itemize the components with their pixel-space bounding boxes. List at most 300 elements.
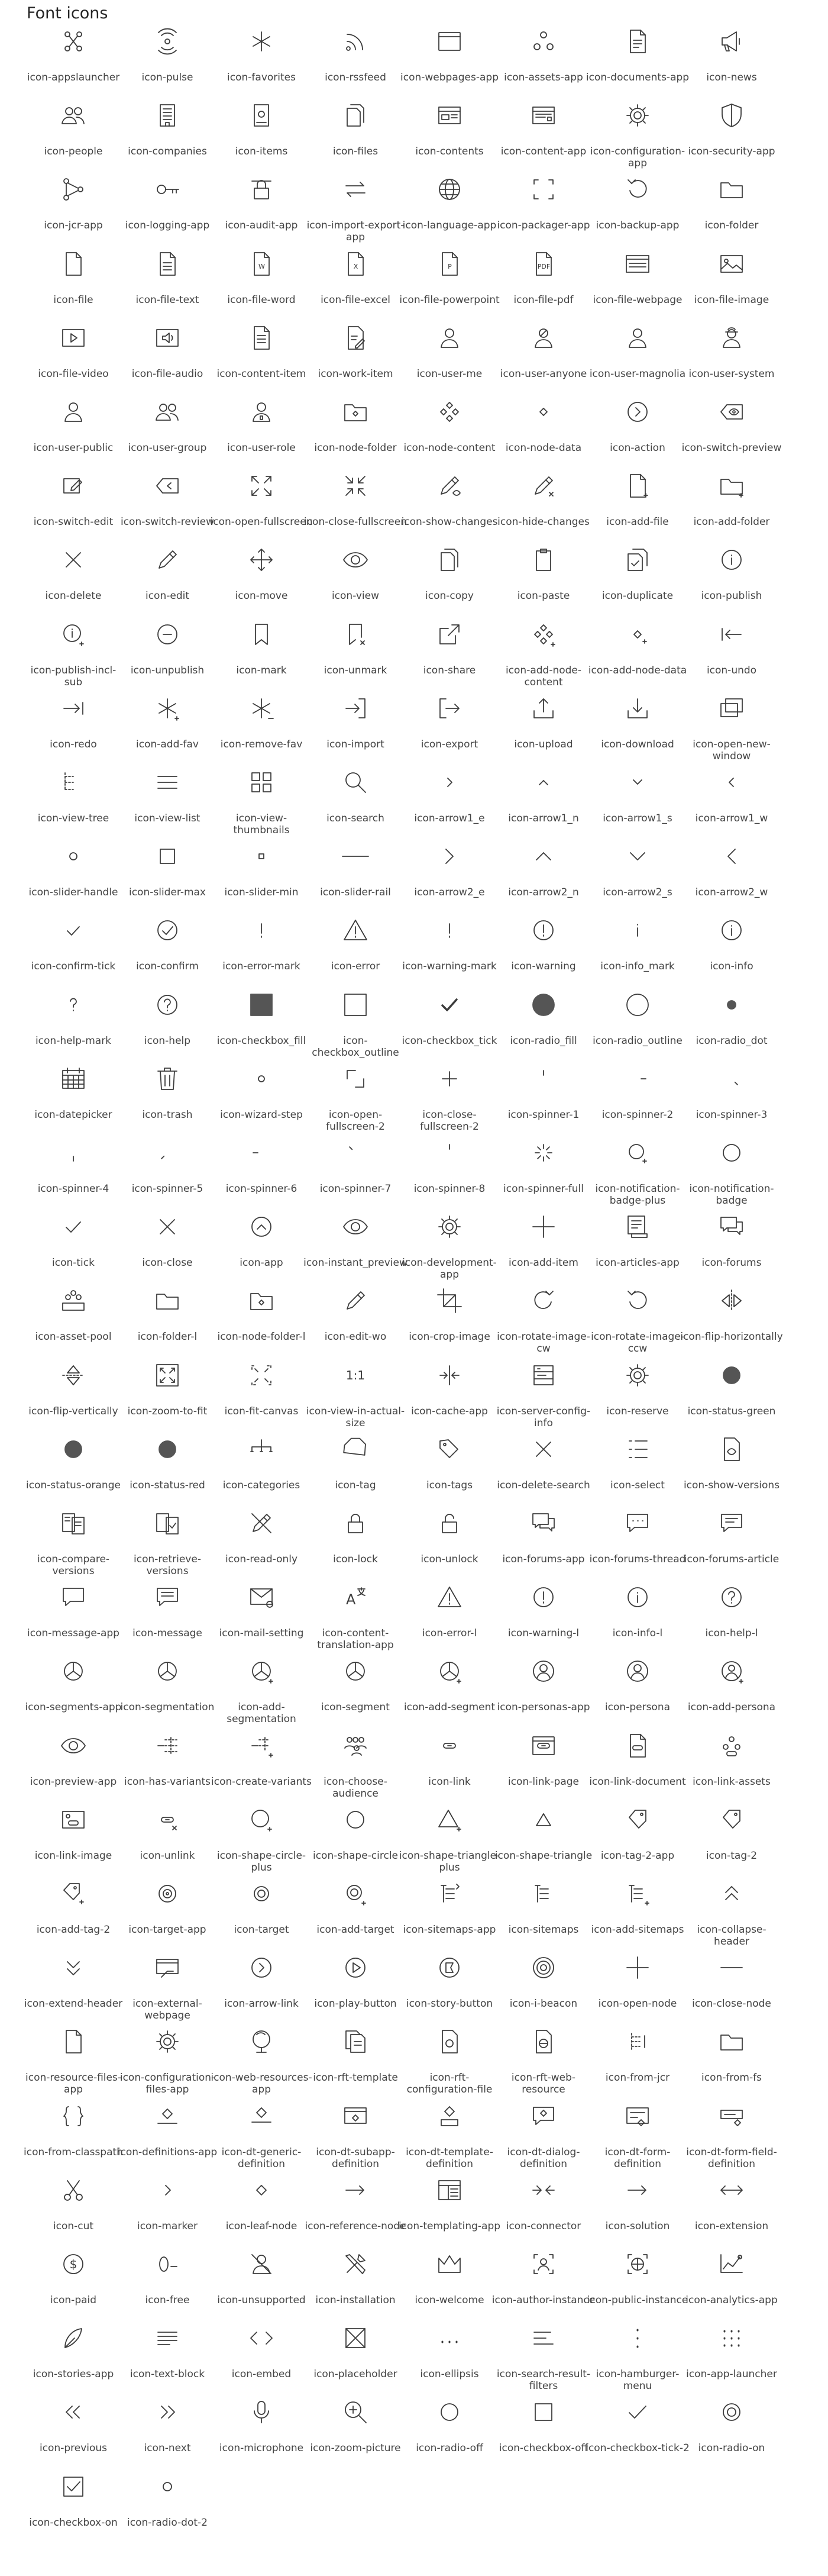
icon-label: icon-remove-fav bbox=[220, 738, 303, 750]
icon-arrow1_n bbox=[529, 768, 558, 797]
icon-label: icon-shape-circle bbox=[312, 1849, 399, 1862]
icon-download bbox=[623, 694, 652, 723]
icon-label: icon-show-versions bbox=[683, 1479, 780, 1491]
icon-companies bbox=[153, 101, 182, 130]
icon-label: icon-rft-template bbox=[313, 2072, 398, 2084]
icon-folder bbox=[717, 175, 746, 204]
icon-label: icon-reserve bbox=[606, 1405, 669, 1417]
icon-warning bbox=[529, 916, 558, 944]
icon-label: icon-folder-l bbox=[137, 1331, 198, 1343]
icon-link-assets bbox=[717, 1732, 746, 1760]
icon-label: icon-close-fullscreen bbox=[303, 516, 407, 528]
icon-configuration-files-app bbox=[153, 2027, 182, 2056]
icon-label: icon-user-anyone bbox=[500, 367, 587, 380]
icon-label: icon-edit-wo bbox=[324, 1331, 387, 1343]
icon-import bbox=[341, 694, 370, 723]
icon-label: icon-datepicker bbox=[34, 1108, 112, 1121]
icon-label: icon-shape-triangle- plus bbox=[399, 1849, 500, 1874]
icon-placeholder bbox=[341, 2324, 370, 2352]
icon-label: icon-appslauncher bbox=[27, 72, 120, 83]
icon-radio_dot bbox=[717, 991, 746, 1019]
icon-label: icon-development- app bbox=[402, 1257, 497, 1281]
icon-label: icon-text-block bbox=[130, 2368, 205, 2381]
icon-label: icon-content-item bbox=[216, 367, 306, 380]
icon-label: icon-cache-app bbox=[411, 1405, 488, 1417]
icon-link-page bbox=[529, 1732, 558, 1760]
icon-app-launcher bbox=[717, 2324, 746, 2352]
icon-label: icon-open- fullscreen-2 bbox=[326, 1108, 385, 1133]
icon-label: icon-sitemaps bbox=[508, 1924, 579, 1936]
icon-hide-changes bbox=[529, 472, 558, 500]
icon-switch-review bbox=[153, 472, 182, 500]
icon-label: icon-link-document bbox=[589, 1775, 686, 1788]
icon-label: icon-warning-mark bbox=[402, 960, 497, 973]
icon-dt-generic-definition bbox=[247, 2102, 276, 2130]
icon-dt-form-definition bbox=[623, 2102, 652, 2130]
icon-cut bbox=[59, 2176, 88, 2204]
icon-info_mark bbox=[623, 916, 652, 944]
icon-previous bbox=[59, 2398, 88, 2426]
icon-label: icon-microphone bbox=[219, 2442, 304, 2455]
icon-label: icon-error-mark bbox=[222, 960, 300, 973]
icon-label: icon-view- thumbnails bbox=[233, 813, 290, 836]
icon-label: icon-spinner-3 bbox=[696, 1108, 768, 1121]
icon-slider-rail bbox=[341, 842, 370, 871]
icon-node-folder bbox=[341, 398, 370, 426]
icon-tag-2-app bbox=[623, 1806, 652, 1834]
icon-label: icon-lock bbox=[333, 1553, 378, 1565]
icon-label: icon-warning bbox=[511, 960, 576, 973]
icon-label: icon-mark bbox=[236, 664, 287, 676]
icon-label: icon-add-persona bbox=[687, 1701, 776, 1714]
icon-label: icon-warning-l bbox=[507, 1627, 580, 1640]
icon-work-item bbox=[341, 324, 370, 352]
icon-label: icon-arrow1_s bbox=[603, 813, 672, 824]
icon-label: icon-info bbox=[710, 960, 753, 973]
icon-add-target bbox=[341, 1879, 370, 1908]
svg-text:1:1: 1:1 bbox=[345, 1368, 366, 1382]
icon-sitemaps-app bbox=[435, 1879, 464, 1908]
icon-articles-app bbox=[623, 1213, 652, 1241]
icon-templating-app bbox=[435, 2176, 464, 2204]
icon-label: icon-dt-dialog- definition bbox=[507, 2146, 580, 2170]
icon-label: icon-view bbox=[331, 590, 380, 602]
icon-label: icon-slider-rail bbox=[320, 886, 391, 899]
icon-collapse-header bbox=[717, 1879, 746, 1908]
icon-label: icon-dt-form- definition bbox=[604, 2146, 671, 2170]
icon-label: icon-target bbox=[234, 1924, 289, 1936]
icon-label: icon-spinner-full bbox=[503, 1183, 584, 1195]
icon-sitemaps bbox=[529, 1879, 558, 1908]
icon-label: icon-logging-app bbox=[125, 220, 210, 232]
svg-text:$: $ bbox=[69, 2257, 77, 2271]
icon-switch-edit bbox=[59, 472, 88, 500]
icon-spinner-full bbox=[529, 1139, 558, 1167]
icon-label: icon-assets-app bbox=[504, 72, 583, 83]
icon-label: icon-checkbox-off bbox=[499, 2442, 588, 2455]
icon-solution bbox=[623, 2176, 652, 2204]
icon-audit-app bbox=[247, 175, 276, 204]
icon-label: icon-link-image bbox=[34, 1849, 112, 1862]
icon-segmentation bbox=[153, 1657, 182, 1685]
icon-label: icon-choose- audience bbox=[324, 1775, 387, 1800]
icon-info-l bbox=[623, 1583, 652, 1611]
icon-label: icon-notification- badge-plus bbox=[595, 1183, 680, 1207]
icon-label: icon-rssfeed bbox=[325, 72, 386, 83]
icon-file-audio bbox=[153, 324, 182, 352]
icon-tags bbox=[435, 1435, 464, 1463]
icon-logging-app bbox=[153, 175, 182, 204]
icon-label: icon-segment bbox=[321, 1701, 390, 1714]
icon-export bbox=[435, 694, 464, 723]
icon-analytics-app bbox=[717, 2250, 746, 2278]
icon-label: icon-paid bbox=[50, 2294, 97, 2306]
icon-label: icon-app-launcher bbox=[686, 2368, 777, 2381]
icon-label: icon-spinner-7 bbox=[319, 1183, 392, 1195]
svg-text:A: A bbox=[346, 1591, 356, 1608]
icon-label: icon-status-green bbox=[687, 1405, 776, 1417]
icon-label: icon-unlink bbox=[140, 1849, 195, 1862]
icon-radio_fill bbox=[529, 991, 558, 1019]
icon-checkbox-on bbox=[59, 2472, 88, 2501]
icon-label: icon-shape-triangle bbox=[494, 1849, 593, 1862]
icon-label: icon-file-powerpoint bbox=[399, 294, 500, 306]
icon-radio-dot-2 bbox=[153, 2472, 182, 2501]
icon-free bbox=[153, 2250, 182, 2278]
icon-label: icon-search-result- filters bbox=[496, 2368, 591, 2393]
icon-label: icon-help-l bbox=[705, 1627, 758, 1640]
icon-label: icon-audit-app bbox=[225, 220, 298, 232]
icon-choose-audience bbox=[341, 1732, 370, 1760]
icon-reference-node bbox=[341, 2176, 370, 2204]
icon-label: icon-segmentation bbox=[120, 1701, 215, 1714]
icon-file-excel bbox=[341, 250, 370, 278]
icon-connector bbox=[529, 2176, 558, 2204]
icon-label: icon-trash bbox=[142, 1108, 193, 1121]
icon-label: icon-personas-app bbox=[497, 1701, 590, 1714]
icon-label: icon-user-system bbox=[688, 367, 775, 380]
icon-label: icon-export bbox=[421, 738, 478, 750]
icon-label: icon-radio_fill bbox=[510, 1034, 577, 1047]
icon-mail-setting bbox=[247, 1583, 276, 1611]
icon-label: icon-radio_dot bbox=[696, 1034, 768, 1047]
icon-people bbox=[59, 101, 88, 130]
icon-label: icon-add- segmentation bbox=[227, 1701, 296, 1726]
icon-add-folder bbox=[717, 472, 746, 500]
icon-status-green bbox=[717, 1361, 746, 1389]
icon-label: icon-ellipsis bbox=[420, 2368, 479, 2381]
icon-unsupported bbox=[247, 2250, 276, 2278]
icon-label: icon-items bbox=[235, 146, 288, 158]
icon-rotate-image-ccw bbox=[623, 1287, 652, 1315]
icon-label: icon-folder bbox=[704, 220, 759, 232]
icon-label: icon-asset-pool bbox=[35, 1331, 112, 1343]
icon-arrow1_w bbox=[717, 768, 746, 797]
icon-view-thumbnails bbox=[247, 768, 276, 797]
icon-search-result-filters bbox=[529, 2324, 558, 2352]
icon-label: icon-forums-app bbox=[502, 1553, 585, 1565]
icon-label: icon-share bbox=[423, 664, 476, 676]
icon-assets-app bbox=[529, 27, 558, 56]
icon-label: icon-search bbox=[326, 813, 384, 824]
icon-instant_preview bbox=[341, 1213, 370, 1241]
icon-label: icon-add-node- content bbox=[505, 664, 582, 688]
icon-label: icon-work-item bbox=[318, 367, 393, 380]
icon-label: icon-file-image bbox=[694, 294, 769, 306]
icon-development-app bbox=[435, 1213, 464, 1241]
icon-label: icon-documents-app bbox=[586, 72, 690, 83]
icon-forums-app bbox=[529, 1509, 558, 1537]
icon-link bbox=[435, 1732, 464, 1760]
icon-label: icon-user-public bbox=[33, 442, 114, 454]
icon-label: icon-marker bbox=[137, 2220, 198, 2232]
icon-label: icon-backup-app bbox=[596, 220, 680, 232]
icon-duplicate bbox=[623, 546, 652, 574]
icon-file bbox=[59, 250, 88, 278]
icon-jcr-app bbox=[59, 175, 88, 204]
icon-spinner-1 bbox=[529, 1065, 558, 1093]
icon-label: icon-news bbox=[706, 72, 757, 83]
icon-label: icon-arrow1_n bbox=[508, 813, 579, 824]
icon-label: icon-message-app bbox=[27, 1627, 119, 1640]
icon-label: icon-info_mark bbox=[600, 960, 675, 973]
icon-label: icon-persona bbox=[604, 1701, 671, 1714]
icon-warning-l bbox=[529, 1583, 558, 1611]
icon-label: icon-people bbox=[44, 146, 103, 158]
icon-label: icon-from-classpath bbox=[24, 2146, 123, 2158]
icon-label: icon-i-beacon bbox=[509, 1998, 578, 2010]
icon-arrow-link bbox=[247, 1953, 276, 1982]
icon-checkbox-tick-2 bbox=[623, 2398, 652, 2426]
icon-status-red bbox=[153, 1435, 182, 1463]
icon-undo bbox=[717, 620, 746, 649]
icon-label: icon-tag bbox=[335, 1479, 376, 1491]
icon-play-button bbox=[341, 1953, 370, 1982]
icon-warning-mark bbox=[435, 916, 464, 944]
icon-label: icon-status-red bbox=[130, 1479, 205, 1491]
icon-label: icon-flip-vertically bbox=[28, 1405, 118, 1417]
icon-label: icon-reference-node bbox=[305, 2220, 406, 2232]
icon-label: icon-crop-image bbox=[409, 1331, 490, 1343]
icon-unlock bbox=[435, 1509, 464, 1537]
icon-message bbox=[153, 1583, 182, 1611]
icon-label: icon-pulse bbox=[141, 72, 193, 83]
icon-server-config-info bbox=[529, 1361, 558, 1389]
icon-welcome bbox=[435, 2250, 464, 2278]
icon-extension bbox=[717, 2176, 746, 2204]
icon-label: icon-undo bbox=[706, 664, 757, 676]
icon-label: icon-articles-app bbox=[596, 1257, 680, 1269]
icon-label: icon-story-button bbox=[406, 1998, 493, 2010]
icon-label: icon-zoom-to-fit bbox=[127, 1405, 208, 1417]
icon-label: icon-packager-app bbox=[497, 220, 590, 232]
icon-add-item bbox=[529, 1213, 558, 1241]
icon-notification-badge bbox=[717, 1139, 746, 1167]
icon-persona bbox=[623, 1657, 652, 1685]
icon-add-file bbox=[623, 472, 652, 500]
icon-label: icon-edit bbox=[145, 590, 190, 602]
icon-label: icon-configuration- app bbox=[590, 146, 685, 170]
icon-text-block bbox=[153, 2324, 182, 2352]
svg-text:PDF: PDF bbox=[537, 262, 551, 270]
icon-label: icon-arrow1_w bbox=[695, 813, 768, 824]
icon-spinner-3 bbox=[717, 1065, 746, 1093]
icon-label: icon-connector bbox=[506, 2220, 581, 2232]
icon-node-content bbox=[435, 398, 464, 426]
icon-switch-preview bbox=[717, 398, 746, 426]
icon-label: icon-unpublish bbox=[130, 664, 205, 676]
icon-label: icon-file-webpage bbox=[593, 294, 683, 306]
icon-label: icon-free bbox=[145, 2294, 190, 2306]
icon-backup-app bbox=[623, 175, 652, 204]
icon-label: icon-tag-2-app bbox=[600, 1849, 675, 1862]
icon-author-instance bbox=[529, 2250, 558, 2278]
icon-label: icon-webpages-app bbox=[400, 72, 499, 83]
icon-label: icon-switch-review bbox=[120, 516, 214, 528]
icon-label: icon-language-app bbox=[402, 220, 497, 232]
icon-external-webpage bbox=[153, 1953, 182, 1982]
icon-tag bbox=[341, 1435, 370, 1463]
icon-edit-wo bbox=[341, 1287, 370, 1315]
icon-label: icon-solution bbox=[605, 2220, 670, 2232]
icon-label: icon-user-magnolia bbox=[589, 367, 686, 380]
icon-extend-header bbox=[59, 1953, 88, 1982]
icon-arrow2_n bbox=[529, 842, 558, 871]
icon-crop-image bbox=[435, 1287, 464, 1315]
icon-content-item bbox=[247, 324, 276, 352]
icon-upload bbox=[529, 694, 558, 723]
icon-label: icon-arrow2_w bbox=[695, 886, 768, 899]
icon-embed bbox=[247, 2324, 276, 2352]
icon-label: icon-arrow2_s bbox=[603, 886, 672, 899]
icon-preview-app bbox=[59, 1732, 88, 1760]
icon-language-app bbox=[435, 175, 464, 204]
icon-label: icon-zoom-picture bbox=[310, 2442, 401, 2455]
icon-link-image bbox=[59, 1806, 88, 1834]
icon-show-versions bbox=[717, 1435, 746, 1463]
icon-add-tag-2 bbox=[59, 1879, 88, 1908]
icon-resource-files-app bbox=[59, 2027, 88, 2056]
icon-label: icon-installation bbox=[315, 2294, 396, 2306]
icon-shape-triangle bbox=[529, 1806, 558, 1834]
icon-label: icon-unmark bbox=[324, 664, 387, 676]
icon-share bbox=[435, 620, 464, 649]
icon-from-jcr bbox=[623, 2027, 652, 2056]
icon-label: icon-action bbox=[610, 442, 665, 454]
icon-user-group bbox=[153, 398, 182, 426]
icon-label: icon-embed bbox=[231, 2368, 292, 2381]
icon-hamburger-menu bbox=[623, 2324, 652, 2352]
icon-shape-circle bbox=[341, 1806, 370, 1834]
icon-label: icon-content- translation-app bbox=[317, 1627, 394, 1652]
icon-label: icon-switch-edit bbox=[33, 516, 114, 528]
icon-label: icon-add-node-data bbox=[588, 664, 687, 676]
icon-items bbox=[247, 101, 276, 130]
icon-label: icon-web-resources- app bbox=[211, 2072, 312, 2096]
icon-label: icon-dt-generic- definition bbox=[221, 2146, 302, 2170]
icon-view-tree bbox=[59, 768, 88, 797]
icon-content-translation-app bbox=[341, 1583, 370, 1611]
icon-error-mark bbox=[247, 916, 276, 944]
icon-label: icon-external- webpage bbox=[132, 1998, 202, 2022]
icon-label: icon-dt-form-field- definition bbox=[686, 2146, 777, 2170]
icon-label: icon-security-app bbox=[688, 146, 775, 158]
icon-public-instance bbox=[623, 2250, 652, 2278]
icon-label: icon-target-app bbox=[128, 1924, 206, 1936]
icon-label: icon-arrow1_e bbox=[414, 813, 485, 824]
icon-label: icon-dt-subapp- definition bbox=[316, 2146, 395, 2170]
icon-close-fullscreen bbox=[341, 472, 370, 500]
icon-close bbox=[153, 1213, 182, 1241]
icon-slider-handle bbox=[59, 842, 88, 871]
icon-label: icon-node-data bbox=[505, 442, 582, 454]
icon-redo bbox=[59, 694, 88, 723]
icon-create-variants bbox=[247, 1732, 276, 1760]
icon-rft-configuration-file bbox=[435, 2027, 464, 2056]
icon-documents-app bbox=[623, 27, 652, 56]
icon-label: icon-upload bbox=[514, 738, 573, 750]
icon-dt-template-definition bbox=[435, 2102, 464, 2130]
icon-arrow2_s bbox=[623, 842, 652, 871]
icon-arrow2_e bbox=[435, 842, 464, 871]
icon-label: icon-sitemaps-app bbox=[403, 1924, 496, 1936]
icon-confirm-tick bbox=[59, 916, 88, 944]
icon-label: icon-publish-incl- sub bbox=[30, 664, 117, 688]
icon-info bbox=[717, 916, 746, 944]
icon-tick bbox=[59, 1213, 88, 1241]
icon-label: icon-node-content bbox=[403, 442, 496, 454]
icon-label: icon-add-folder bbox=[693, 516, 770, 528]
icon-label: icon-hamburger- menu bbox=[596, 2368, 680, 2393]
icon-checkbox-off bbox=[529, 2398, 558, 2426]
icon-security-app bbox=[717, 101, 746, 130]
icon-configuration-app bbox=[623, 101, 652, 130]
icon-label: icon-from-fs bbox=[701, 2072, 762, 2084]
icon-favorites bbox=[247, 27, 276, 56]
icon-label: icon-error-l bbox=[422, 1627, 477, 1640]
icon-label: icon-switch-preview bbox=[681, 442, 782, 454]
icon-add-fav bbox=[153, 694, 182, 723]
icon-open-node bbox=[623, 1953, 652, 1982]
icon-file-powerpoint bbox=[435, 250, 464, 278]
icon-file-webpage bbox=[623, 250, 652, 278]
icon-node-folder-l bbox=[247, 1287, 276, 1315]
icon-file-video bbox=[59, 324, 88, 352]
icon-label: icon-open-fullscreen bbox=[210, 516, 313, 528]
icon-label: icon-add-tag-2 bbox=[36, 1924, 111, 1936]
icon-label: icon-preview-app bbox=[30, 1775, 117, 1788]
icon-label: icon-resource-files- app bbox=[25, 2072, 121, 2096]
icon-label: icon-close-node bbox=[692, 1998, 771, 2010]
icon-error bbox=[341, 916, 370, 944]
icon-view bbox=[341, 546, 370, 574]
icon-label: icon-notification- badge bbox=[689, 1183, 774, 1207]
icon-label: icon-slider-handle bbox=[28, 886, 118, 899]
icon-label: icon-file bbox=[53, 294, 93, 306]
icon-label: icon-move bbox=[235, 590, 288, 602]
icon-segments-app bbox=[59, 1657, 88, 1685]
icon-remove-fav bbox=[247, 694, 276, 723]
icon-i-beacon bbox=[529, 1953, 558, 1982]
svg-text:X: X bbox=[353, 262, 358, 270]
icon-user-system bbox=[717, 324, 746, 352]
icon-checkbox_outline bbox=[341, 991, 370, 1019]
icon-shape-circle-plus bbox=[247, 1806, 276, 1834]
icon-reserve bbox=[623, 1361, 652, 1389]
icon-label: icon-spinner-2 bbox=[601, 1108, 674, 1121]
icon-target-app bbox=[153, 1879, 182, 1908]
icon-label: icon-node-folder bbox=[314, 442, 397, 454]
